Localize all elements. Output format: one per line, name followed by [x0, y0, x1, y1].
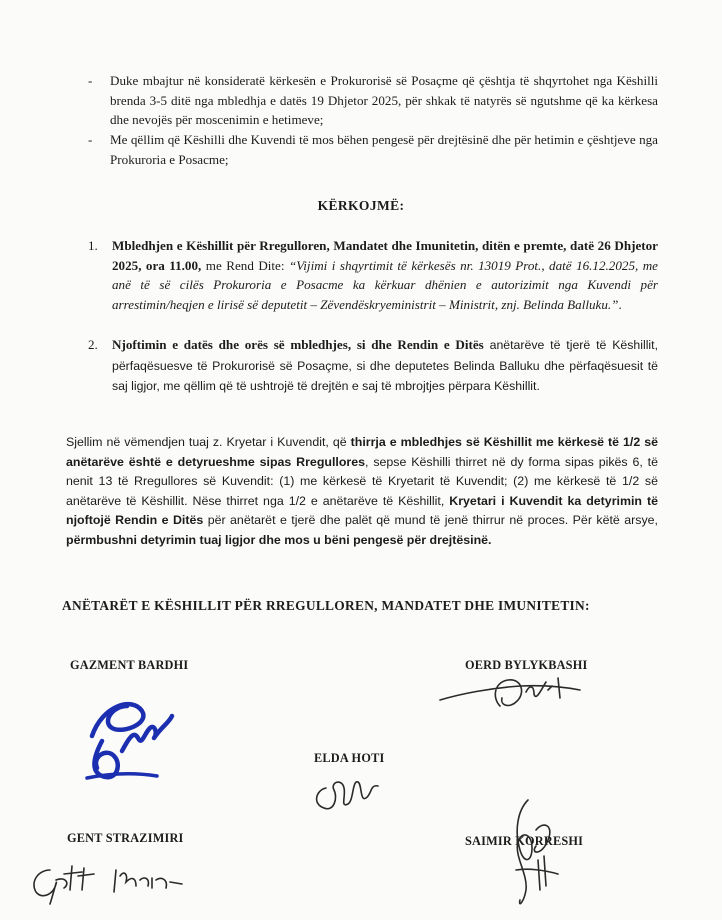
signature-stroke [317, 782, 378, 809]
signature-oerd-bylykbashi [430, 668, 590, 718]
signatory-name: SAIMIR KORRESHI [465, 834, 584, 848]
consideration-text: Me qëllim që Këshilli dhe Kuvendi të mos bëhen pengesë për drejtësinë dhe për hetimin e çështjeve nga Prokuroria e Posacme; [110, 132, 658, 167]
closing-text: për anëtarët e tjerë dhe palët që mund të jenë thirrur në proces. Për këtë arsye, [203, 513, 658, 527]
request-normal-text: me Rend Dite: [201, 257, 289, 273]
request-item [88, 335, 658, 397]
signatory-name: GAZMENT BARDHI [70, 658, 189, 672]
consideration-text: Duke mbajtur në konsideratë kërkesën e Prokurorisë së Posaçme që çështja të shqyrtohet nga Këshilli brenda 3-5 ditë nga mbledhja e datës 19 Dhjetor 2025, për shkak të natyrës së ngutshme që ka kërkesa dhe nevojës për moscenimin e hetimeve; [110, 73, 658, 127]
request-text [112, 236, 658, 314]
request-bold-text: Mbledhjen e Këshillit për Rregulloren, Mandatet dhe Imunitetin, ditën e premte, datë 26 Dhjetor 2025, ora 11.00, [112, 238, 658, 273]
signature-stroke [92, 704, 172, 777]
request-item [88, 236, 658, 314]
requests-heading: KËRKOJMË: [317, 198, 405, 213]
signature-stroke [516, 800, 558, 904]
request-bold-text: Njoftimin e datës dhe orës së mbledhjes, si dhe Rendin e Ditës [112, 337, 484, 352]
members-heading: ANËTARËT E KËSHILLIT PËR RREGULLOREN, MANDATET DHE IMUNITETIN: [62, 598, 590, 613]
signature-gazment-bardhi [72, 676, 182, 796]
signatory-name: OERD BYLYKBASHI [465, 658, 588, 672]
dash-bullet: - [88, 73, 93, 88]
request-italic-text: “Vijimi i shqyrtimit të kërkesës nr. 13019 Prot., datë 16.12.2025, me anë të së cilës Prokuroria e Posacme ka kërkuar dhënien e autorizimit nga Kuvendi për arrestimin/heqjen e lirisë së deputetit – Zëvendëskryeministrit – Ministrit, znj. Belinda Balluku.” [112, 257, 658, 312]
request-number: 1. [88, 238, 98, 253]
request-text [112, 335, 658, 397]
signatory-name: ELDA HOTI [314, 751, 385, 765]
signature-stroke [440, 678, 580, 706]
signature-saimir-korreshi [488, 790, 578, 915]
closing-text: , sepse Këshilli thirret në dy forma sipas pikës 6, të nenit 13 të Rregullores së Kuvendit: (1) me kërkesë të Kryetarit të Kuvendit; (2) me kërkesë të 1/2 së anëtarëve të Këshillit. Nëse thirret nga 1/2 e anëtarëve të Këshillit, [66, 454, 658, 508]
closing-paragraph [66, 433, 658, 550]
request-number: 2. [88, 337, 98, 352]
closing-bold-text: thirrja e mbledhjes së Këshillit me kërkesë të 1/2 së anëtarëve është e detyrueshme sipas Rregullores [66, 435, 658, 469]
consideration-item [88, 71, 658, 130]
closing-text: Sjellim në vëmendjen tuaj z. Kryetar i Kuvendit, që [66, 435, 351, 449]
signatory-name: GENT STRAZIMIRI [67, 831, 184, 845]
dash-bullet: - [88, 132, 93, 147]
signature-stroke [87, 774, 157, 778]
closing-bold-text: Kryetari i Kuvendit ka detyrimin të njoftojë Rendin e Ditës [66, 493, 658, 527]
closing-bold-text: përmbushni detyrimin tuaj ligjor dhe mos u bëni pengesë për drejtësinë. [66, 532, 492, 547]
request-end: . [618, 296, 622, 312]
signature-stroke [34, 866, 182, 904]
signature-gent-strazimiri [20, 840, 200, 910]
request-normal-text: anëtarëve të tjerë të Këshillit, përfaqësuesve të Prokurorisë së Posaçme, si dhe deputetes Belinda Balluku dhe përfaqësuesit të saj ligjor, me qëllim që të ushtrojë të drejtën e saj të mbrojtjes përpara Këshillit. [112, 338, 658, 393]
signature-elda-hoti [308, 768, 388, 818]
consideration-item [88, 130, 658, 169]
